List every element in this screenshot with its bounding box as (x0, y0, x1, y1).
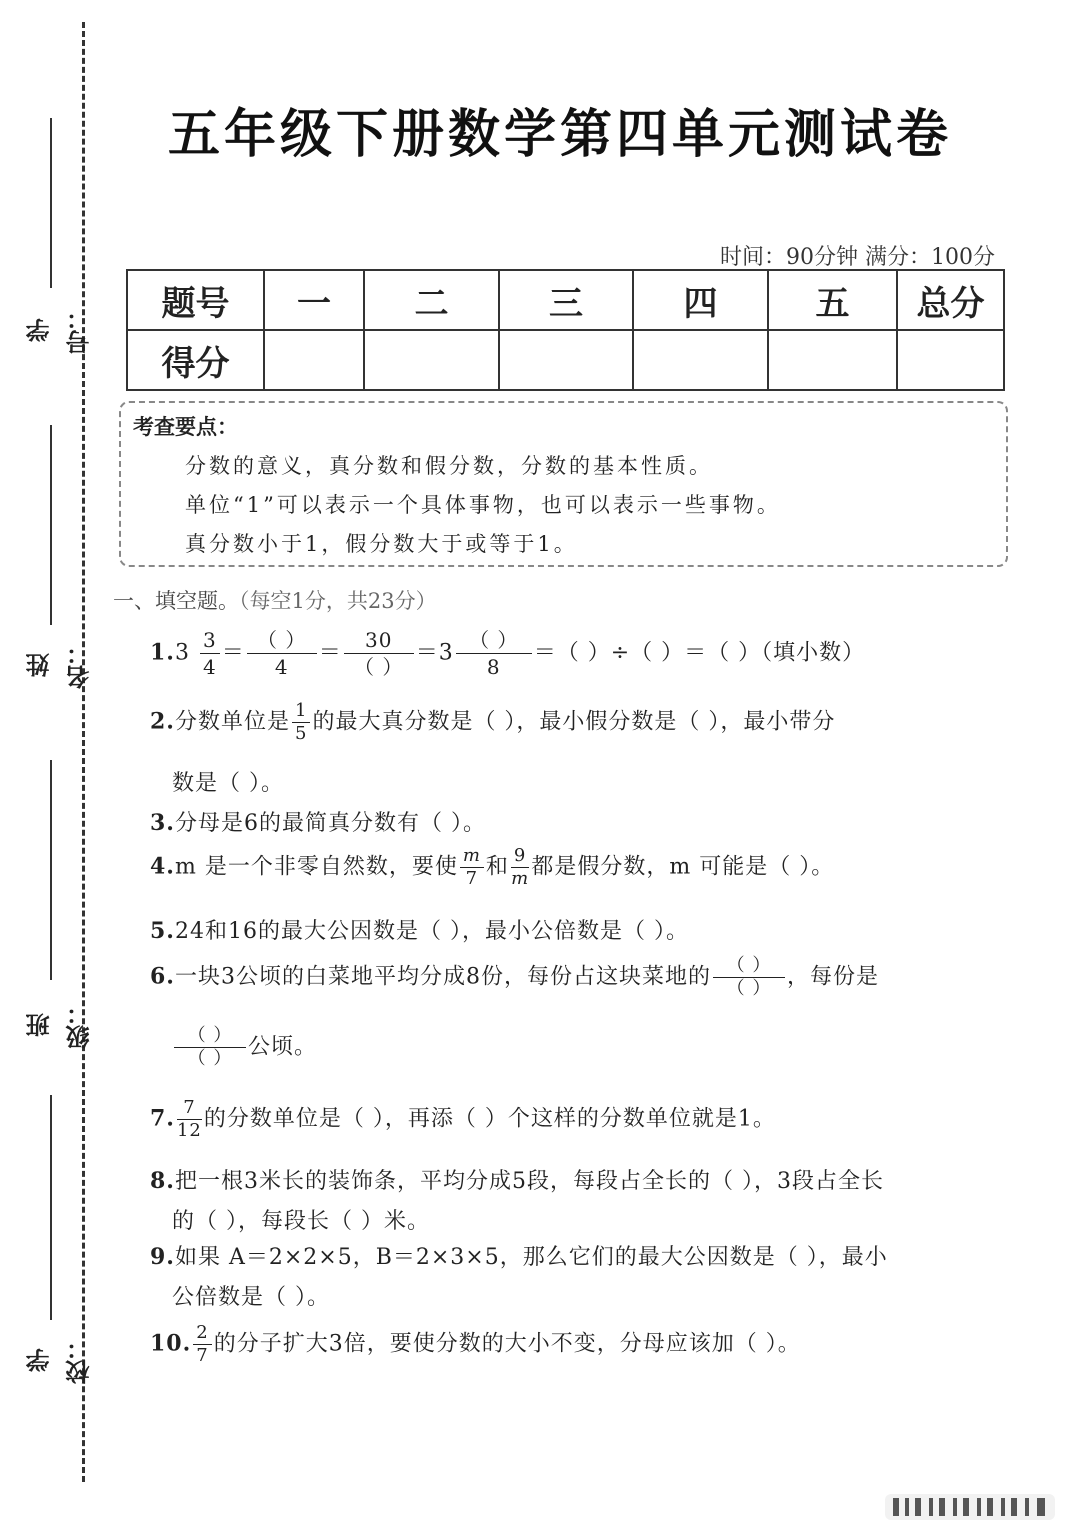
denominator: 4 (202, 655, 217, 679)
question-7 (150, 1097, 776, 1142)
score-cell-5[interactable] (768, 330, 897, 390)
question-text: ，每份是 (786, 964, 879, 990)
question-4 (150, 845, 834, 890)
whole-number: 3 (174, 640, 190, 666)
question-number: 3. (150, 810, 175, 836)
page-title: 五年级下册数学第四单元测试卷 (167, 105, 952, 165)
question-text: 的分子扩大3倍，要使分数的大小不变，分母应该加（ ）。 (213, 1331, 801, 1357)
fraction (344, 627, 414, 680)
question-text: 一块3公顷的白菜地平均分成8份，每份占这块菜地的 (174, 964, 711, 990)
numerator: 30 (344, 627, 414, 654)
numerator-blank[interactable]: （ ） (247, 627, 317, 654)
fraction (456, 627, 532, 680)
score-cell-3[interactable] (499, 330, 633, 390)
fraction (292, 700, 310, 745)
fraction (193, 1322, 211, 1367)
denominator: 8 (486, 655, 501, 679)
section-subtitle: （每空1分，共23分） (239, 589, 437, 613)
key-points-title: 考查要点： (133, 415, 238, 439)
fraction (247, 627, 317, 680)
numerator: m (460, 845, 484, 868)
question-1 (150, 627, 865, 680)
question-9 (150, 1240, 888, 1271)
denominator-blank[interactable]: （ ） (187, 1048, 233, 1069)
numerator-blank[interactable]: （ ） (713, 955, 785, 978)
denominator-blank[interactable]: （ ） (354, 655, 404, 679)
question-number: 2. (150, 708, 175, 735)
question-9-continued: 公倍数是（ ）。 (172, 1285, 330, 1310)
section-title: 一、填空题。 (113, 589, 239, 613)
time-info: 时间：90分钟 满分：100分 (720, 245, 995, 270)
question-6-continued (172, 1025, 317, 1070)
score-table (126, 269, 1005, 391)
question-number: 1. (150, 639, 175, 666)
class-label: 班级： (26, 1001, 94, 1049)
question-number: 6. (150, 963, 175, 990)
question-5 (150, 914, 689, 945)
question-text: 把一根3米长的装饰条，平均分成5段，每段占全长的（ ），3段占全长 (174, 1169, 884, 1194)
fraction (511, 845, 529, 890)
equals-sign: ＝ (221, 640, 245, 666)
numerator: 2 (193, 1322, 211, 1345)
score-cell-1[interactable] (264, 330, 364, 390)
denominator-blank[interactable]: （ ） (726, 978, 772, 999)
header-cell-1: 一 (264, 270, 364, 330)
header-cell-3: 三 (499, 270, 633, 330)
numerator: 7 (177, 1097, 202, 1120)
question-text: 的最大真分数是（ ），最小假分数是（ ），最小带分 (312, 709, 836, 735)
student-id-label: 学号： (26, 306, 94, 354)
fraction (200, 627, 220, 680)
question-number: 8. (150, 1168, 175, 1194)
question-number: 5. (150, 918, 175, 944)
fraction-blank[interactable] (174, 1025, 246, 1070)
score-table-score-row (127, 330, 1004, 390)
equals-sign: ＝ (415, 640, 439, 666)
numerator: 1 (292, 700, 310, 723)
watermark-icon (885, 1492, 1055, 1522)
score-cell-4[interactable] (633, 330, 768, 390)
school-label: 学校： (26, 1336, 94, 1384)
question-10 (150, 1322, 801, 1367)
header-cell-2: 二 (364, 270, 499, 330)
question-2-continued: 数是（ ）。 (172, 771, 284, 796)
question-8-continued: 的（ ），每段长（ ）米。 (172, 1209, 430, 1234)
numerator: 9 (511, 845, 529, 868)
whole-number: 3 (438, 640, 454, 666)
name-label: 姓名： (26, 641, 94, 689)
key-point-line: 单位“1”可以表示一个具体事物，也可以表示一些事物。 (185, 493, 781, 517)
denominator: 5 (294, 723, 308, 744)
question-text: 分母是6的最简真分数有（ ）。 (174, 811, 486, 836)
denominator: 12 (176, 1120, 202, 1141)
denominator: m (511, 868, 530, 889)
score-cell-total[interactable] (897, 330, 1004, 390)
header-cell-total: 总分 (897, 270, 1004, 330)
score-cell-2[interactable] (364, 330, 499, 390)
equals-sign: ＝ (318, 640, 342, 666)
numerator: 3 (200, 627, 220, 654)
question-text: 的分数单位是（ ），再添（ ）个这样的分数单位就是1。 (203, 1106, 776, 1132)
question-number: 9. (150, 1244, 175, 1270)
header-cell-question: 题号 (127, 270, 264, 330)
key-point-line: 真分数小于1，假分数大于或等于1。 (185, 532, 578, 556)
name-line (50, 425, 52, 625)
fraction (460, 845, 484, 890)
question-8 (150, 1164, 884, 1195)
fraction-blank[interactable] (713, 955, 785, 1000)
question-text: 公顷。 (248, 1034, 318, 1060)
question-text: 24和16的最大公因数是（ ），最小公倍数是（ ）。 (174, 919, 689, 944)
question-text: m 是一个非零自然数，要使 (174, 854, 458, 880)
question-number: 4. (150, 853, 175, 880)
question-text: 如果 A＝2×2×5，B＝2×3×5，那么它们的最大公因数是（ ），最小 (174, 1245, 888, 1270)
question-text: 和 (485, 854, 509, 880)
header-cell-5: 五 (768, 270, 897, 330)
denominator: 7 (465, 868, 479, 889)
question-number: 7. (150, 1105, 175, 1132)
header-cell-4: 四 (633, 270, 768, 330)
school-line (50, 1095, 52, 1320)
fraction (177, 1097, 202, 1142)
question-2 (150, 700, 835, 745)
section-heading (113, 585, 437, 615)
student-id-line (50, 118, 52, 288)
key-point-line: 分数的意义，真分数和假分数，分数的基本性质。 (185, 454, 713, 478)
score-row-label: 得分 (127, 330, 264, 390)
question-text: ＝（ ）÷（ ）＝（ ）（填小数） (533, 640, 866, 666)
question-6 (150, 955, 879, 1000)
question-text: 分数单位是 (174, 709, 290, 735)
numerator-blank[interactable]: （ ） (174, 1025, 246, 1048)
question-number: 10. (150, 1330, 192, 1357)
numerator-blank[interactable]: （ ） (456, 627, 532, 654)
denominator: 7 (196, 1345, 209, 1366)
question-3 (150, 806, 486, 837)
denominator: 4 (274, 655, 289, 679)
class-line (50, 760, 52, 980)
binding-dashed-line (82, 22, 85, 1482)
score-table-header-row (127, 270, 1004, 330)
question-text: 都是假分数，m 可能是（ ）。 (531, 854, 835, 880)
